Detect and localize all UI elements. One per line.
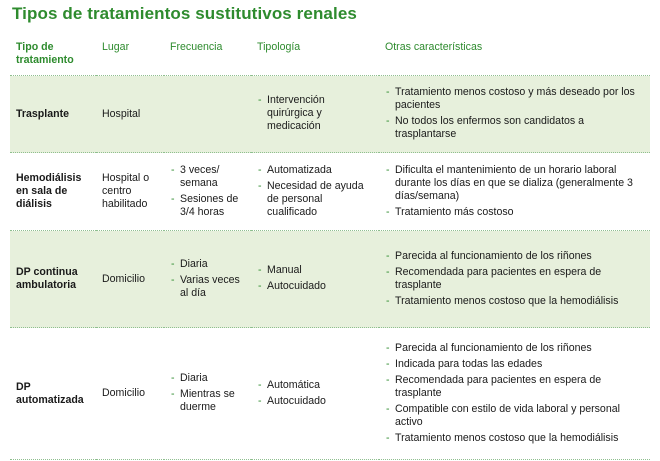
list-item: - Sesiones de 3/4 horas (170, 193, 245, 219)
cell-typology (251, 328, 379, 460)
cell-place: Hospital o centro habilitado (96, 153, 164, 231)
table-row (10, 328, 650, 460)
cell-typology (251, 153, 379, 231)
list-item: - Parecida al funcionamiento de los riñones (385, 250, 644, 263)
cell-typology (251, 76, 379, 153)
cell-type: DP automatizada (10, 328, 96, 460)
list-item: - Mientras se duerme (170, 388, 245, 414)
header-type: Tipo de tratamiento (10, 38, 96, 76)
list-item: - Indicada para todas las edades (385, 358, 644, 371)
page-title: Tipos de tratamientos sustitutivos renales (12, 4, 357, 23)
cell-type: DP continua ambulatoria (10, 231, 96, 328)
header-other: Otras características (379, 38, 650, 76)
cell-type: Hemodiálisis en sala de diálisis (10, 153, 96, 231)
cell-frequency (164, 231, 251, 328)
table-row (10, 76, 650, 153)
treatments-table (10, 38, 650, 460)
cell-frequency (164, 76, 251, 153)
list-item: - Automatizada (257, 164, 373, 177)
list-item: - Tratamiento más costoso (385, 206, 644, 219)
list-item: - Manual (257, 264, 373, 277)
table-row (10, 231, 650, 328)
table-row (10, 153, 650, 231)
list-item: - Parecida al funcionamiento de los riñones (385, 342, 644, 355)
list-item: - 3 veces/ semana (170, 164, 245, 190)
list-item: - Automática (257, 379, 373, 392)
list-item: - Recomendada para pacientes en espera de trasplante (385, 266, 644, 292)
header-place: Lugar (96, 38, 164, 76)
cell-place: Hospital (96, 76, 164, 153)
cell-other (379, 76, 650, 153)
cell-place: Domicilio (96, 328, 164, 460)
header-frequency: Frecuencia (164, 38, 251, 76)
cell-type: Trasplante (10, 76, 96, 153)
list-item: - Dificulta el mantenimiento de un horario laboral durante los días en que se dializa (generalmente 3 días/semana) (385, 164, 644, 203)
list-item: - Autocuidado (257, 280, 373, 293)
list-item: - Compatible con estilo de vida laboral y personal activo (385, 403, 644, 429)
list-item: - Tratamiento menos costoso y más deseado por los pacientes (385, 86, 644, 112)
cell-other (379, 231, 650, 328)
list-item: - Intervención quirúrgica y medicación (257, 94, 373, 133)
cell-typology (251, 231, 379, 328)
cell-frequency (164, 153, 251, 231)
table-header-row (10, 38, 650, 76)
cell-place: Domicilio (96, 231, 164, 328)
list-item: - Autocuidado (257, 395, 373, 408)
cell-other (379, 328, 650, 460)
list-item: - Necesidad de ayuda de personal cualificado (257, 180, 373, 219)
list-item: - Diaria (170, 372, 245, 385)
list-item: - Diaria (170, 258, 245, 271)
list-item: - Tratamiento menos costoso que la hemodiálisis (385, 432, 644, 445)
list-item: - No todos los enfermos son candidatos a trasplantarse (385, 115, 644, 141)
list-item: - Varias veces al día (170, 274, 245, 300)
list-item: - Tratamiento menos costoso que la hemodiálisis (385, 295, 644, 308)
list-item: - Recomendada para pacientes en espera de trasplante (385, 374, 644, 400)
cell-frequency (164, 328, 251, 460)
cell-other (379, 153, 650, 231)
header-typology: Tipología (251, 38, 379, 76)
